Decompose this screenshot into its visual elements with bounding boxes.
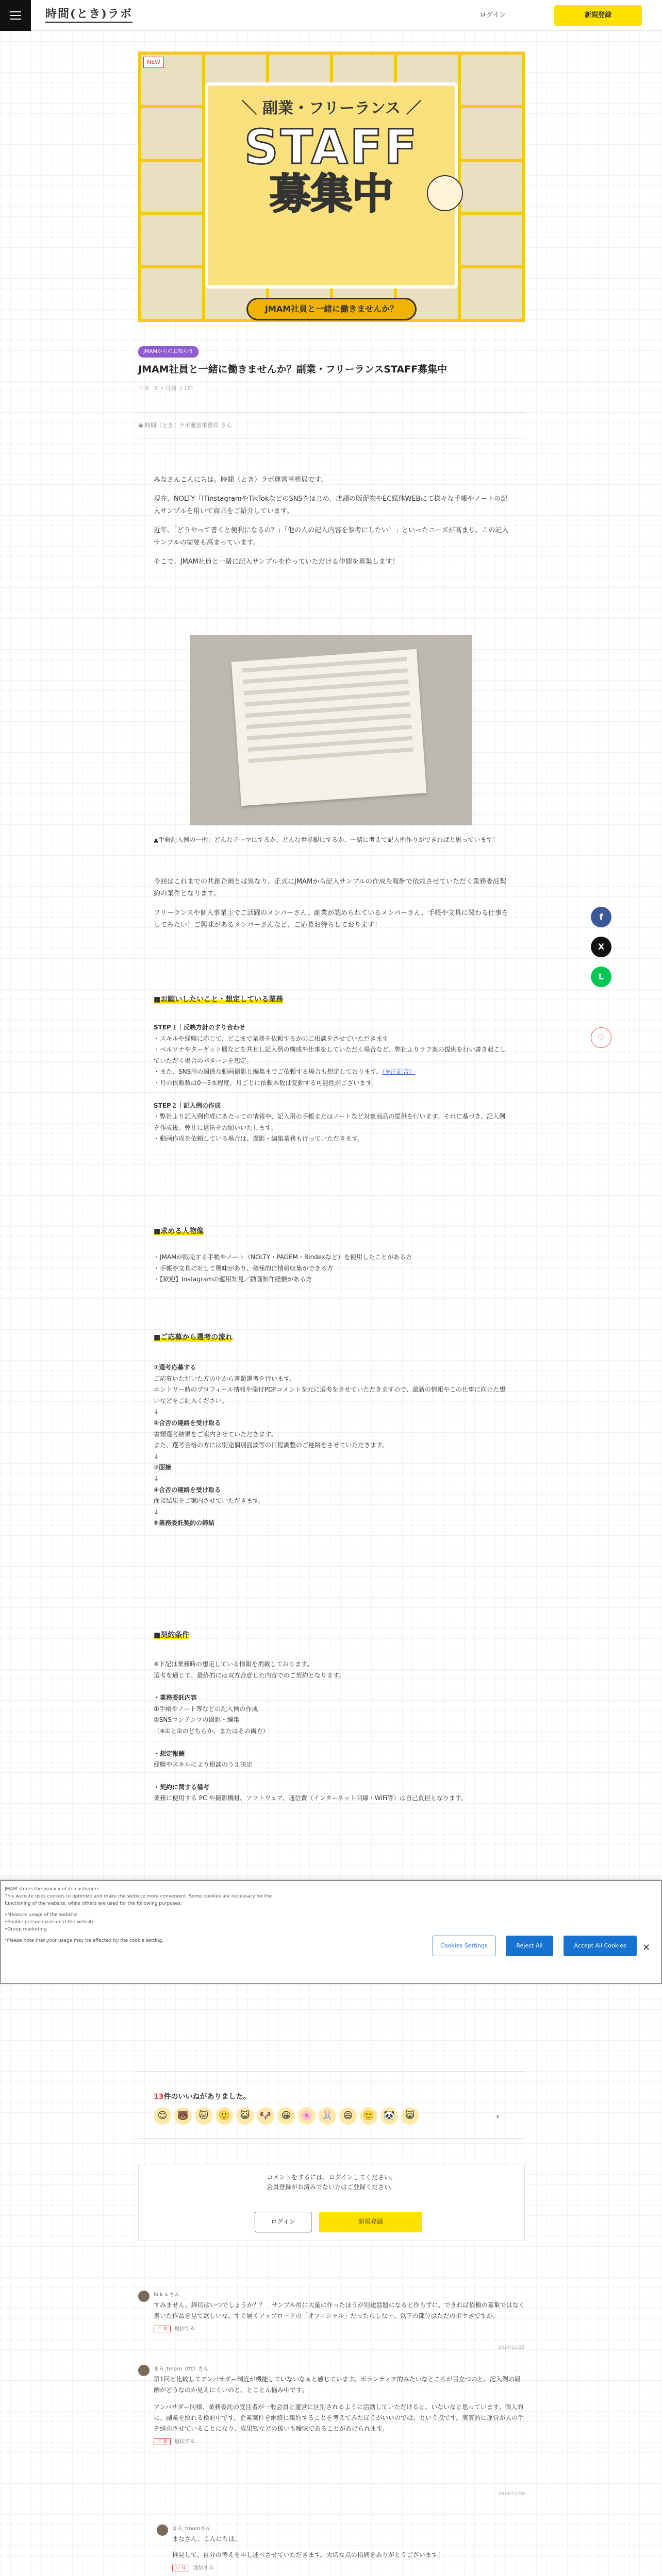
commenter-avatar (138, 2365, 150, 2376)
contract-text: （※①と②のどちらか、またはその両方） (154, 1727, 269, 1735)
comment (154, 2291, 525, 2352)
avatar[interactable]: 🙂 (360, 2107, 377, 2125)
comment-login-box (138, 2164, 525, 2241)
avatar[interactable]: 🐱 (195, 2107, 212, 2125)
avatar[interactable]: 😄 (339, 2107, 357, 2125)
arrow: ↓ (154, 1408, 159, 1416)
reply-link[interactable]: 返信する (174, 2438, 195, 2445)
commenter-name: hi.k.a.さん (154, 2292, 180, 2298)
chevron-right-icon[interactable]: › (496, 2111, 500, 2121)
step1-heading: STEP１｜反映方針のすり合わせ (154, 1024, 245, 1031)
comment-body: アンバサダー同様、業務委託の受注者が一般会員と運営に区別されるように活動していただけると、いないなと思っています。個人的に、副業を絞れる検討中です。企業案件を継続に集約することを考えてみたほうがいいのでは、という点です。実質的に運営が人の手を経由させていることになり、成果物などの扱いも曖昧であることがあげられます。 (154, 2403, 524, 2432)
cookie-text (5, 1886, 407, 1945)
author-line (138, 420, 232, 431)
cookie-line: JMAM stores the privacy of its customers. (5, 1887, 101, 1892)
hero-subtitle: ＼ 副業・フリーランス ／ (241, 99, 422, 117)
avatar[interactable]: 🐰 (319, 2107, 336, 2125)
site-header (0, 0, 662, 31)
list-item: ・手帳や文具に対して興味があり、積極的に情報収集ができる方 (154, 1264, 334, 1272)
comment-date: 2024/11/28 (498, 2492, 525, 2497)
post-date: 3 ヶ月前 (154, 385, 177, 392)
comment-body: すみません、締切はいつでしょうか？？ サンプル用に大量に作ったほうが別途話題になると作らずに、できれば依頼の募集ではなく書いた作品を見て欲しいな。すぐ届くアップロードの「オフィシャル」だったらしな～、以下の部分はただのボヤきですが。 (154, 2301, 525, 2319)
facebook-share-icon[interactable]: f (591, 907, 611, 927)
commenter-name: まる_tmoroさん (172, 2526, 211, 2532)
step2-heading: STEP２｜記入例の作成 (154, 1101, 221, 1109)
list-item: ・また、SNS用の関係な動画撮影と編集までご依頼する場合も想定しております。（※注記含） (154, 1068, 416, 1076)
paragraph: そこで、JMAM社員と一緒に記入サンプルを作っていただける仲間を募集します！ (154, 557, 399, 566)
divider (138, 2071, 525, 2072)
article-title: JMAM社員と一緒に働きませんか？副業・フリーランスSTAFF募集中 (138, 364, 448, 375)
cookie-line: functioning of the website, while others are used for the following purposes: (5, 1901, 182, 1906)
section-tasks (154, 1022, 509, 1145)
commenter-avatar (138, 2291, 150, 2302)
avatar[interactable]: 😊 (154, 2107, 171, 2125)
section-heading: ■ご応募から選考の流れ (154, 1333, 233, 1342)
list-item: ・スキルや経験に応じて、どこまで業務を依頼するかのご相談をさせていただきます (154, 1035, 389, 1042)
avatar[interactable]: 🐻 (174, 2107, 192, 2125)
flow-text: エントリー時のプロフィール情報や添付PDFコメントを元に選考をさせていただきますので、最新の情報やこの仕事に向けた想いなどをご記入ください。 (154, 1386, 505, 1404)
arrow: ↓ (154, 1475, 159, 1482)
comment-like-button[interactable]: ♡ 0 (154, 2326, 171, 2332)
section-heading: ■求める人物像 (154, 1227, 204, 1235)
register-button[interactable]: 新規登録 (554, 5, 642, 26)
avatar[interactable]: 🐼 (380, 2107, 398, 2125)
comment-like-button[interactable]: ♡ 0 (154, 2438, 171, 2445)
flow-text: また、選考合格の方には別途個別面談等の日程調整のご連絡をさせていただきます。 (154, 1442, 389, 1449)
flow-text: 面接結果をご案内させていただきます。 (154, 1497, 265, 1505)
reaction-avatars (154, 2107, 419, 2125)
character-illustration (427, 175, 463, 211)
reaction-summary: 13件のいいねがありました。 (154, 2093, 251, 2101)
view-count: 1件 (184, 385, 193, 392)
notebook-photo (190, 635, 472, 825)
category-badge[interactable]: JMAMからのお知らせ (138, 346, 198, 358)
flow-step: ④合否の連絡を受け取る (154, 1486, 221, 1494)
paragraph: 今回はこれまでの共創企画とは異なり、正式にJMAMから記入サンプルの作成を報酬で依頼させていただく業務委託契約の案件となります。 (154, 878, 506, 898)
cookie-line: *Please note that your usage may be affected by the cookie setting. (5, 1938, 164, 1943)
flow-step: ⑤業務委託契約の締結 (154, 1519, 215, 1527)
avatar[interactable]: 🐶 (257, 2107, 274, 2125)
line-share-icon[interactable]: L (591, 967, 611, 987)
flow-step: ③面接 (154, 1464, 172, 1471)
comment-body: 第1回と比較してアンバサダー制度が機能していないなぁと感じています。ボランティア的みたいなところが目立つのと、記入例の報酬がどうなのか見えにくいのと、とことん悩み中です。 (154, 2375, 521, 2394)
contract-text: 選考を通じて、最終的には双方合意した内容でのご契約となります。 (154, 1671, 345, 1679)
hero-recruit-text: 募集中 (270, 170, 393, 218)
x-share-icon[interactable]: X (591, 937, 611, 957)
heart-icon[interactable]: ♡ (138, 385, 143, 392)
divider (138, 2138, 525, 2139)
contract-subhead: ・契約に関する備考 (154, 1783, 210, 1791)
comment-body: 拝見して、自分の考えを申し述べさせていただきます。大切な点の指摘をありがとうございます！ (172, 2551, 444, 2558)
flow-text: ご応募いただいた方の中から書類選考を行います。 (154, 1375, 296, 1382)
comment (154, 2365, 525, 2499)
hero-image (138, 52, 525, 322)
comment-actions (154, 2437, 525, 2447)
article-body (154, 876, 509, 939)
paragraph: 現在、NOLTY『ITinstagramやTikTokなどのSNSをはじめ、店頭の販促物やEC媒体WEBにて様々な手帳やノートの記入サンプルを用いて商品をご紹介しています。 (154, 495, 508, 515)
site-logo[interactable]: 時間(とき)ラボ (45, 6, 133, 23)
photo-caption: ▲手帳記入例の一例：どんなテーマにするか、どんな世界観にするか、一緒に考えて記入例作りができればと思っています！ (154, 836, 499, 843)
comment-like-button[interactable]: ♡ 0 (172, 2565, 189, 2571)
new-badge: NEW (143, 57, 164, 68)
contract-subhead: ・想定報酬 (154, 1750, 185, 1757)
cookie-settings-button[interactable]: Cookies Settings (433, 1936, 495, 1956)
comment-register-button[interactable]: 新規登録 (319, 2212, 422, 2232)
paragraph: みなさんこんにちは。時間（とき）ラボ運営事務局です。 (154, 476, 327, 484)
reject-all-button[interactable]: Reject All (506, 1936, 553, 1956)
author-name[interactable]: 時間（とき）ラボ運営事務局 さん (145, 422, 232, 429)
hero-card (205, 82, 458, 289)
commenter-avatar (157, 2524, 168, 2536)
list-item: ・月の依頼数は0〜5本程度。月ごとに依頼本数は変動する可能性がございます。 (154, 1079, 378, 1087)
hamburger-menu-icon[interactable] (0, 0, 31, 31)
like-count: 0 (145, 385, 149, 392)
comment-body: まなさん、こんにちは。 (172, 2535, 241, 2543)
comment-reply (172, 2524, 525, 2576)
avatar[interactable]: 😀 (277, 2107, 295, 2125)
divider (138, 412, 525, 413)
contract-subhead: ・業務委託内容 (154, 1694, 197, 1702)
reply-link[interactable]: 返信する (193, 2565, 214, 2571)
comment-login-button[interactable]: ログイン (255, 2212, 311, 2232)
author-avatar-icon: ◉ (138, 422, 143, 429)
contract-text: ②SNSコンテンツの撮影・編集 (154, 1716, 240, 1724)
hero-staff-text: STAFF (244, 120, 419, 175)
commenter-name: まる_tmoro（ttt）さん (154, 2366, 209, 2372)
arrow: ↓ (154, 1452, 159, 1460)
cookie-line: This website uses cookies to optimize and make the website more convenient. Some cookies are necessary for the (5, 1893, 272, 1899)
cookie-line: •Enable personalization of the website (5, 1919, 95, 1925)
comment-actions (154, 2325, 525, 2334)
list-item: ・動画作成を依頼している場合は、撮影・編集業務も行っていただきます。 (154, 1135, 364, 1143)
section-persona (154, 1252, 509, 1285)
cookie-line: •Group marketing (5, 1926, 47, 1932)
contract-text: ※下記は業務時の想定している情報を掲載しております。 (154, 1660, 313, 1668)
section-flow (154, 1362, 509, 1529)
article-intro (154, 474, 509, 575)
hero-pill: JMAM社員と一緒に働きませんか？ (246, 298, 417, 320)
paragraph: 近年、「どうやって書くと便利になるの？」「他の人の記入内容を参考にしたい！」といったニーズが高まり、この記入サンプルの需要も高まっています。 (154, 527, 509, 547)
close-icon[interactable]: ✕ (642, 1942, 651, 1953)
cookie-banner (0, 1880, 662, 1984)
comment-date: 2024/11/25 (498, 2345, 525, 2351)
paragraph: フリーランスや個人事業主でご活躍のメンバーさん、副業が認められているメンバーさん、手帳や文具に関わる仕事をしてみたい！ご興味があるメンバーさんなど、ご応募お待ちしております！ (154, 909, 508, 929)
cookie-line: •Measure usage of the website (5, 1912, 77, 1918)
section-heading: ■お願いしたいこと・想定している業務 (154, 995, 284, 1004)
avatar[interactable]: 🙂 (216, 2107, 233, 2125)
article-meta: ♡ 0 3 ヶ月前 / 1件 (138, 385, 193, 392)
section-contract (154, 1659, 509, 1804)
section-heading: ■契約条件 (154, 1631, 190, 1639)
avatar[interactable]: 😺 (236, 2107, 254, 2125)
avatar[interactable]: 😸 (401, 2107, 419, 2125)
list-item: ・ペルソナやターゲット層などを共有し記入例の構成や仕事をしていただく場合など、弊社よりラフ案の提供を行い書き起こしていただく場合のパターンを想定。 (154, 1046, 506, 1064)
list-item: ・【歓迎】Instagramの運用知見／動画制作経験がある方 (154, 1276, 312, 1283)
reply-link[interactable]: 返信する (174, 2326, 195, 2332)
comment-actions (172, 2564, 525, 2573)
flow-text: 書類選考結果をご案内させていただきます。 (154, 1430, 277, 1438)
note-link[interactable]: （※注記含） (382, 1068, 416, 1076)
list-item: ・弊社より記入例作成にあたっての情報や、記入用の手帳またはノートなど対象商品の提供を行います。それに基づき、記入例を作成後、弊社に返送をお願いいたします。 (154, 1113, 505, 1131)
contract-text: 経験やスキルにより相談のうえ決定 (154, 1761, 253, 1769)
login-link[interactable]: ログイン (479, 11, 506, 19)
contract-text: 業務に使用する PC や撮影機材、ソフトウェア、通信費（インターネット回線・WiFi等）は自己負担となります。 (154, 1794, 468, 1802)
like-heart-icon[interactable]: ♡ (591, 1027, 611, 1048)
accept-all-button[interactable]: Accept All Cookies (564, 1936, 637, 1956)
flow-step: ①選考応募する (154, 1364, 196, 1371)
comment-login-text: コメントをするには、ログインしてください。 会員登録がお済みでない方はご登録ください。 (266, 2174, 396, 2191)
flow-step: ②合否の連絡を受け取る (154, 1419, 221, 1427)
contract-text: ①手帳やノート等などの記入例の作成 (154, 1705, 258, 1713)
avatar[interactable]: 🌸 (298, 2107, 316, 2125)
list-item: ・JMAMが販売する手帳やノート（NOLTY・PAGEM・Bindexなど）を使用したことがある方 (154, 1253, 412, 1261)
arrow: ↓ (154, 1508, 159, 1516)
